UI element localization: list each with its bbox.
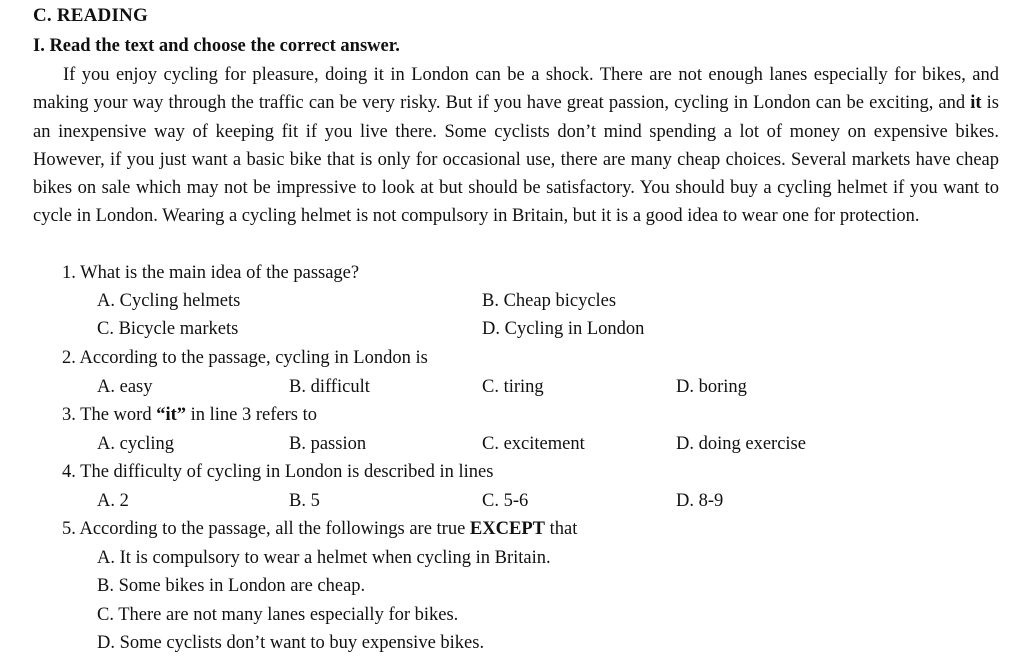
- question-3-stem-keyword: “it”: [156, 405, 187, 425]
- question-3-stem-pre: 3. The word: [62, 405, 157, 425]
- passage-highlight-it: it: [970, 93, 982, 114]
- question-1-option-a[interactable]: A. Cycling helmets: [97, 291, 241, 311]
- question-3-stem: [62, 404, 317, 426]
- task-instruction: I. Read the text and choose the correct answer.: [33, 36, 400, 56]
- section-heading: C. READING: [33, 5, 148, 26]
- question-3-stem-post: in line 3 refers to: [186, 405, 318, 425]
- question-5-stem-post: that: [544, 519, 578, 539]
- question-3-option-d[interactable]: D. doing exercise: [676, 434, 806, 454]
- question-3-option-a[interactable]: A. cycling: [97, 434, 175, 454]
- question-2-option-c[interactable]: C. tiring: [482, 377, 544, 397]
- question-2-option-a[interactable]: A. easy: [97, 377, 153, 397]
- question-4-option-b[interactable]: B. 5: [289, 491, 320, 511]
- question-4-option-c[interactable]: C. 5-6: [482, 491, 529, 511]
- question-4-option-a[interactable]: A. 2: [97, 491, 129, 511]
- question-5-option-a[interactable]: A. It is compulsory to wear a helmet when cycling in Britain.: [97, 548, 551, 568]
- question-3-option-b[interactable]: B. passion: [289, 434, 367, 454]
- question-3-option-c[interactable]: C. excitement: [482, 434, 585, 454]
- question-5-option-c[interactable]: C. There are not many lanes especially for bikes.: [97, 605, 459, 625]
- question-1-option-b[interactable]: B. Cheap bicycles: [482, 291, 617, 311]
- question-1-option-c[interactable]: C. Bicycle markets: [97, 319, 239, 339]
- passage-text-part1: If you enjoy cycling for pleasure, doing it in London can be a shock. There are not enough lanes especially for bikes, and making your way through the traffic can be very risky. But if you have great passion, cycling in London can be exciting, and: [33, 65, 999, 114]
- passage-text-part2: is an inexpensive way of keeping fit if you live there. Some cyclists don’t mind spending a lot of money on expensive bikes. However, if you just want a basic bike that is only for occasional use, there are many cheap choices. Several markets have cheap bikes on sale which may not be impressive to look at but should be satisfactory. You should buy a cycling helmet if you want to cycle in London. Wearing a cycling helmet is not compulsory in Britain, but it is a good idea to wear one for protection.: [33, 93, 999, 227]
- question-5-option-b[interactable]: B. Some bikes in London are cheap.: [97, 576, 366, 596]
- question-2-option-d[interactable]: D. boring: [676, 377, 747, 397]
- question-5-stem: [62, 518, 577, 540]
- question-4-stem: 4. The difficulty of cycling in London is described in lines: [62, 462, 494, 482]
- question-5-stem-pre: 5. According to the passage, all the followings are true: [62, 519, 470, 539]
- question-5-option-d[interactable]: D. Some cyclists don’t want to buy expensive bikes.: [97, 633, 485, 653]
- question-1-option-d[interactable]: D. Cycling in London: [482, 319, 645, 339]
- question-2-stem: 2. According to the passage, cycling in London is: [62, 348, 428, 368]
- question-2-option-b[interactable]: B. difficult: [289, 377, 370, 397]
- reading-passage: [33, 61, 999, 231]
- question-4-option-d[interactable]: D. 8-9: [676, 491, 724, 511]
- question-5-stem-keyword: EXCEPT: [469, 519, 545, 539]
- question-1-stem: 1. What is the main idea of the passage?: [62, 263, 360, 283]
